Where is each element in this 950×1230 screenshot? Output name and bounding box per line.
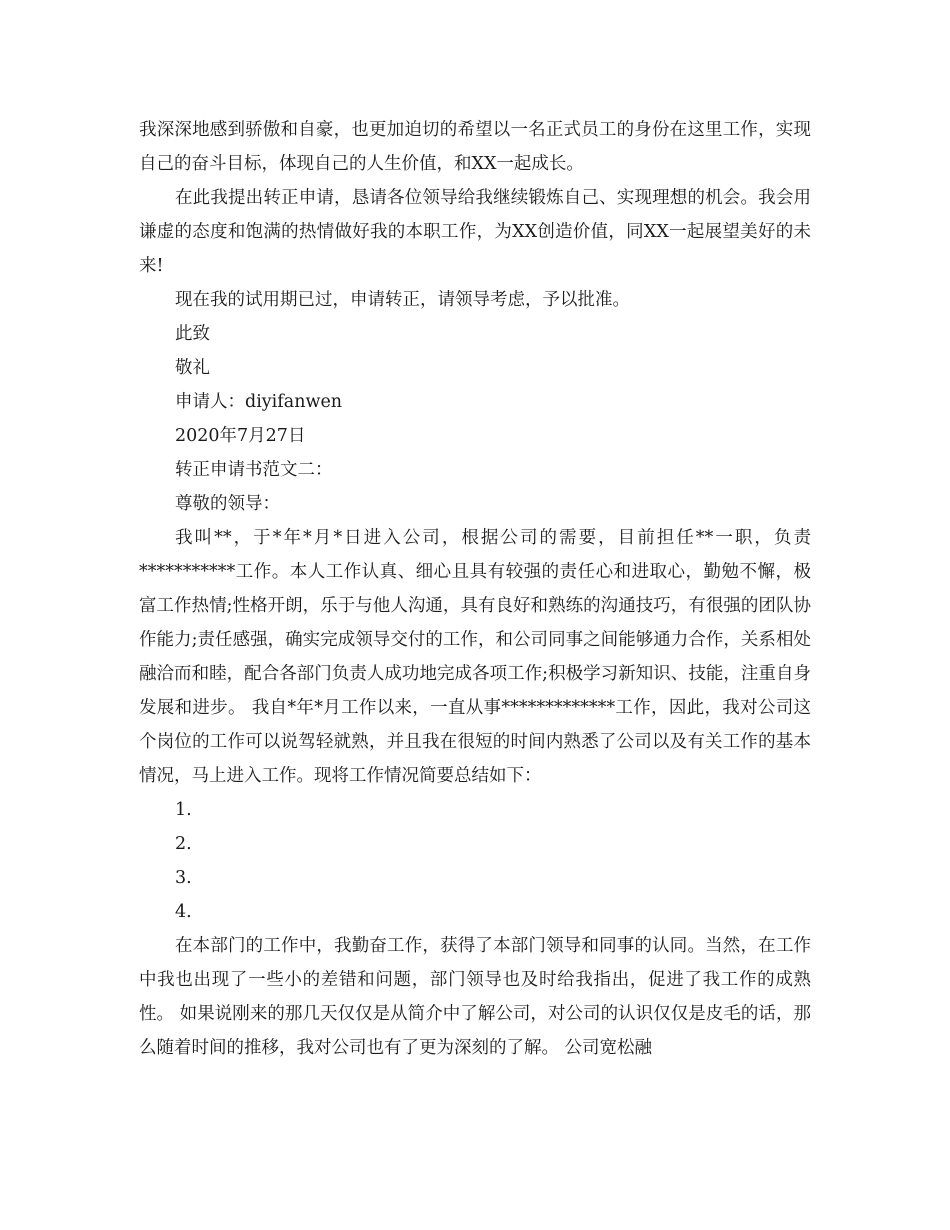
paragraph-approval: 现在我的试用期已过，申请转正，请领导考虑，予以批准。 <box>175 290 630 310</box>
list-item-1: 1. <box>175 800 192 820</box>
paragraph-request: 在此我提出转正申请，恳请各位领导给我继续锻炼自己、实现理想的机会。我会用谦虚的态度和饱满的热情做好我的本职工作，为XX创造价值，同XX一起展望美好的未来! <box>139 188 811 276</box>
salutation: 尊敬的领导： <box>175 494 280 514</box>
date-line: 2020年7月27日 <box>175 426 306 446</box>
document-page <box>139 113 811 1065</box>
paragraph-self-intro: 我叫**，于*年*月*日进入公司，根据公司的需要，目前担任**一职，负责***********工作。本人工作认真、细心且具有较强的责任心和进取心，勤勉不懈，极富工作热情;性格开朗，乐于与他人沟通，具有良好和熟练的沟通技巧，有很强的团队协作能力;责任感强，确实完成领导交付的工作，和公司同事之间能够通力合作，关系相处融洽而和睦，配合各部门负责人成功地完成各项工作;积极学习新知识、技能，注重自身发展和进步。 我自*年*月工作以来，一直从事*************工作，因此，我对公司这个岗位的工作可以说驾轻就熟，并且我在很短的时间内熟悉了公司以及有关工作的基本情况，马上进入工作。现将工作情况简要总结如下： <box>139 528 811 786</box>
list-item-2: 2. <box>175 834 192 854</box>
paragraph-department-work: 在本部门的工作中，我勤奋工作，获得了本部门领导和同事的认同。当然，在工作中我也出现了一些小的差错和问题，部门领导也及时给我指出，促进了我工作的成熟性。 如果说刚来的那几天仅仅是从简介中了解公司，对公司的认识仅仅是皮毛的话，那么随着时间的推移，我对公司也有了更为深刻的了解。 公司宽松融 <box>139 936 811 1058</box>
list-item-4: 4. <box>175 902 192 922</box>
paragraph-intro: 我深深地感到骄傲和自豪，也更加迫切的希望以一名正式员工的身份在这里工作，实现自己的奋斗目标，体现自己的人生价值，和XX一起成长。 <box>139 120 811 174</box>
section-heading: 转正申请书范文二： <box>175 460 333 480</box>
list-item-3: 3. <box>175 868 192 888</box>
applicant-line: 申请人：diyifanwen <box>175 392 343 412</box>
closing-cizhi: 此致 <box>175 324 210 344</box>
closing-jingli: 敬礼 <box>175 358 210 378</box>
